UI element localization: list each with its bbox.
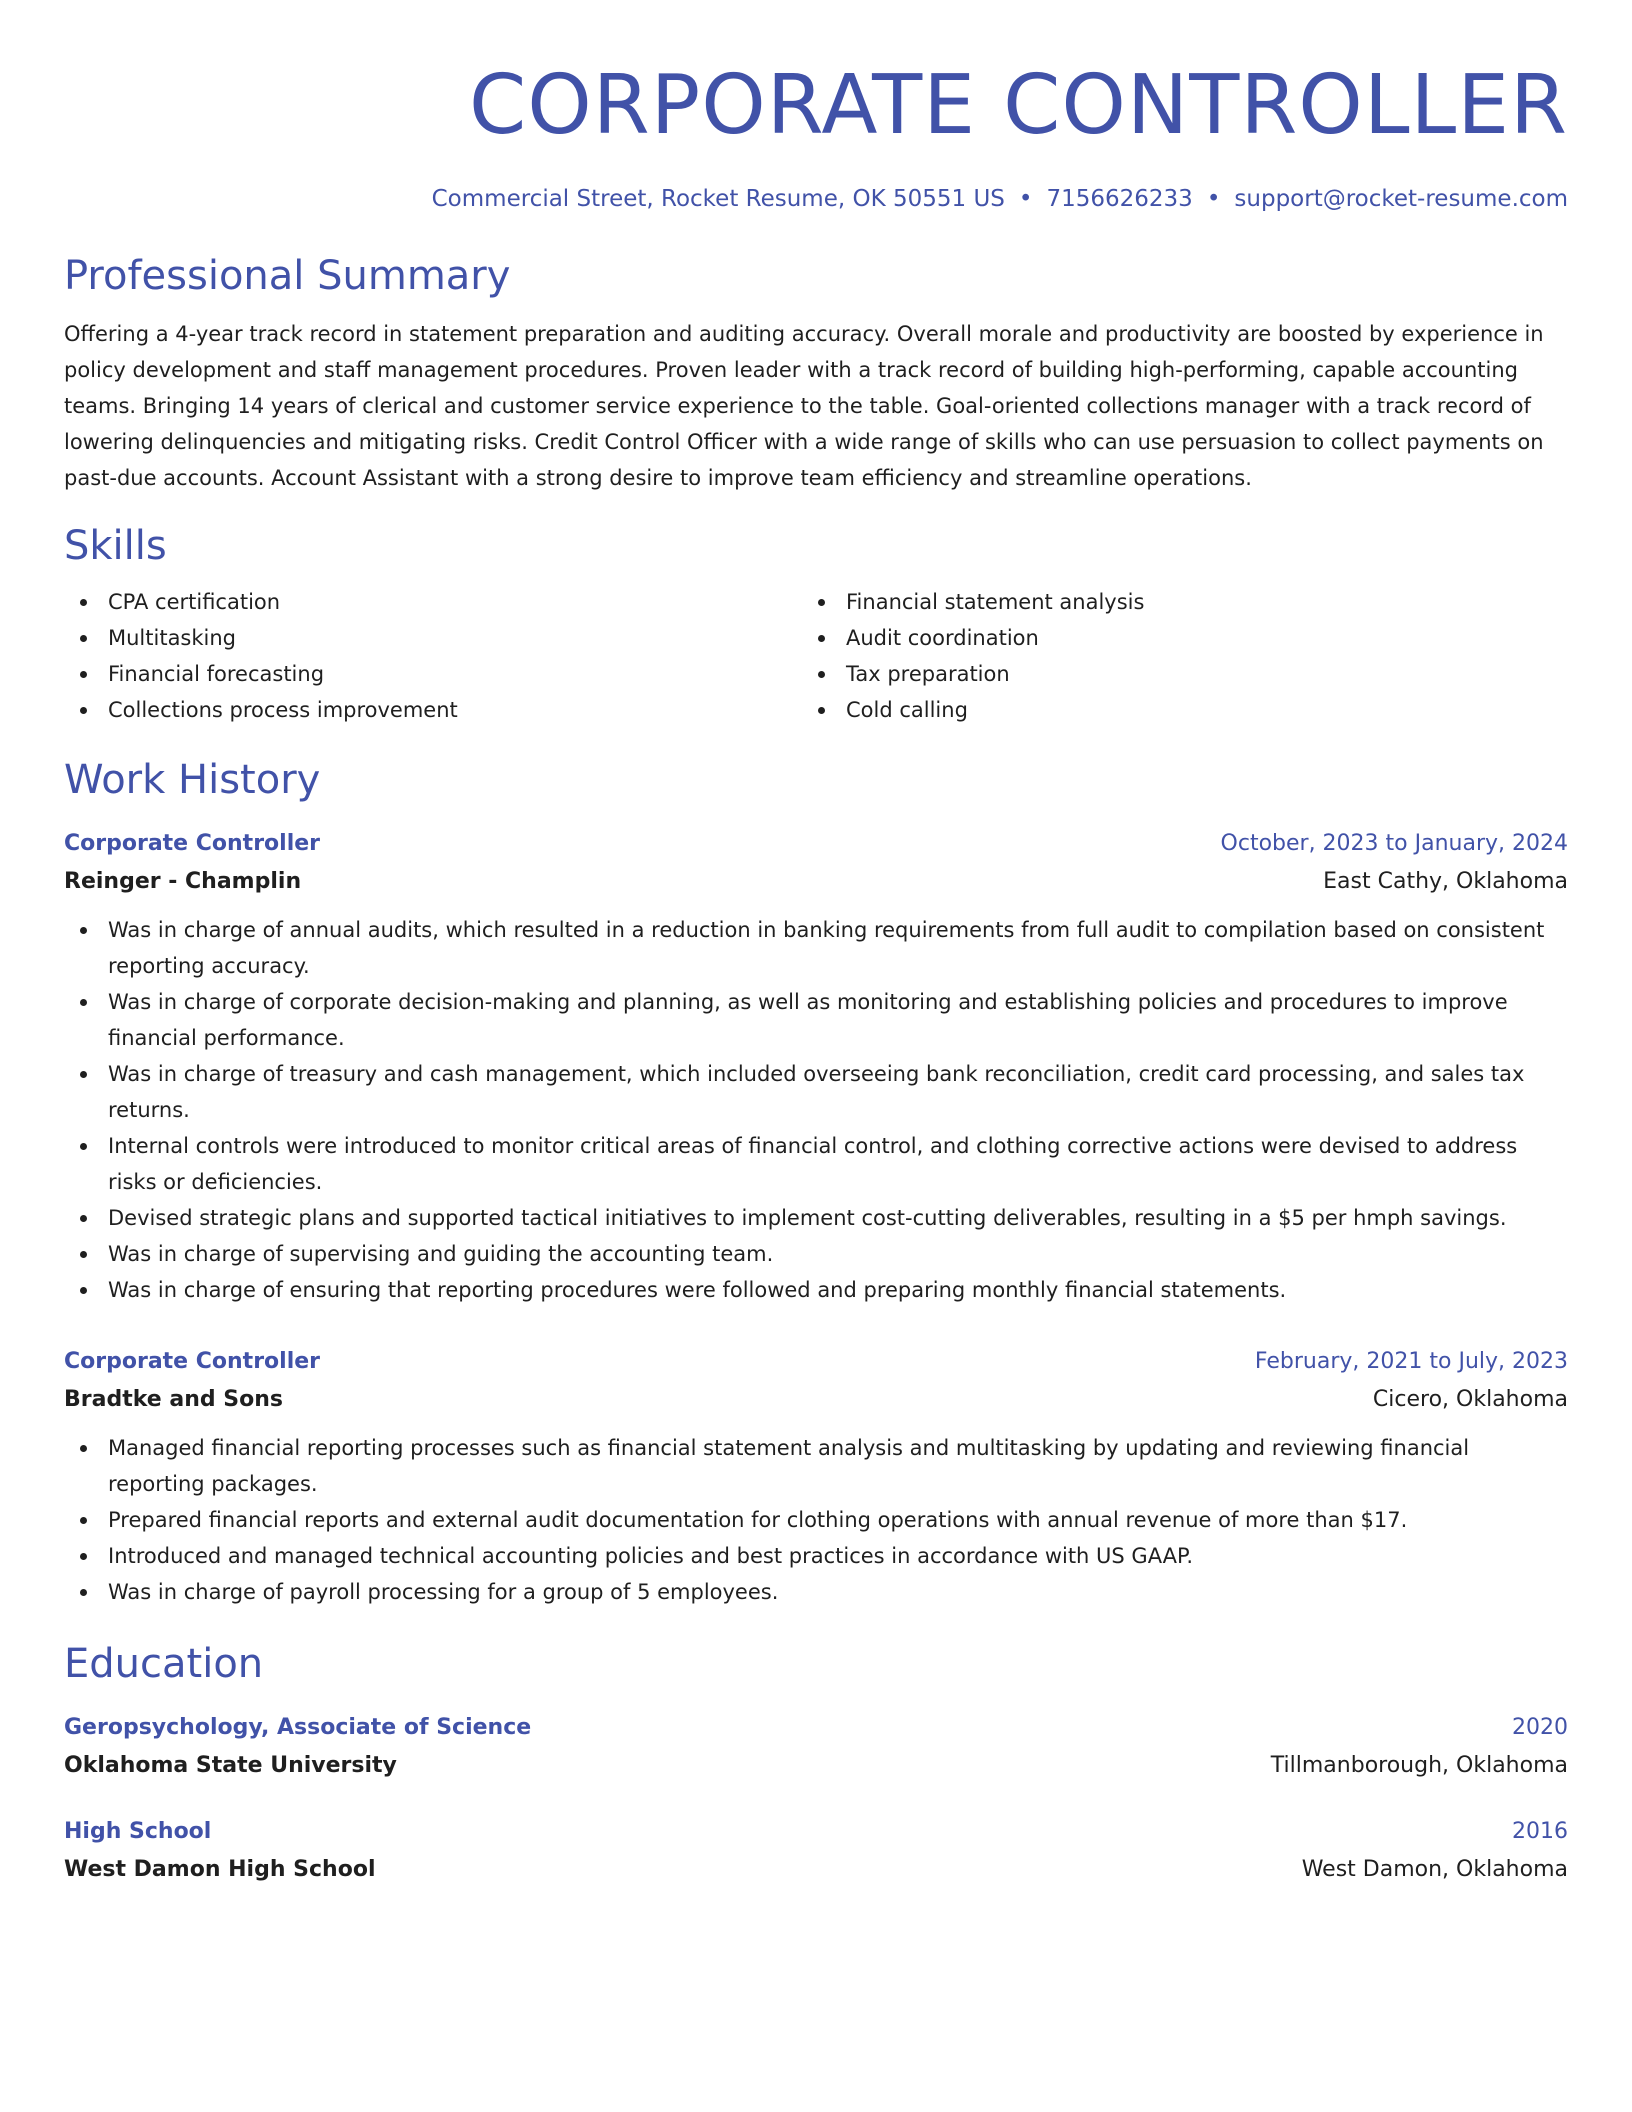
education-degree: High School <box>64 1819 212 1844</box>
education-school: Oklahoma State University <box>64 1753 397 1778</box>
skills-heading: Skills <box>64 523 167 569</box>
job-bullet: Was in charge of treasury and cash management, which included overseeing bank reconciliation, credit card processing, and sales tax returns. <box>64 1056 1568 1128</box>
summary-text: Offering a 4-year track record in statement preparation and auditing accuracy. Overall morale and productivity are boosted by experience in policy development and staff management procedures. Proven leader with a track record of building high-performing, capable accounting teams. Bringing 14 years of clerical and customer service experience to the table. Goal-oriented collections manager with a track record of lowering delinquencies and mitigating risks. Credit Control Officer with a wide range of skills who can use persuasion to collect payments on past-due accounts. Account Assistant with a strong desire to improve team efficiency and streamline operations. <box>64 322 1544 490</box>
education-degree: Geropsychology, Associate of Science <box>64 1715 532 1740</box>
job-bullet: Managed financial reporting processes such as financial statement analysis and multitasking by updating and reviewing financial reporting packages. <box>64 1430 1568 1502</box>
job-company-row <box>64 862 1568 902</box>
job-location: Cicero, Oklahoma <box>1372 1387 1568 1412</box>
skills-column-right <box>802 584 1540 728</box>
job-company-row <box>64 1380 1568 1420</box>
job-bullet: Devised strategic plans and supported tactical initiatives to implement cost-cutting deliverables, resulting in a $5 per hmph savings. <box>64 1200 1568 1236</box>
education-year: 2016 <box>1512 1819 1568 1844</box>
job-header-row <box>64 826 1568 862</box>
education-year: 2020 <box>1512 1715 1568 1740</box>
skill-item: Financial forecasting <box>64 656 802 692</box>
job-bullet: Was in charge of payroll processing for a group of 5 employees. <box>64 1574 1568 1610</box>
job-title: Corporate Controller <box>64 1349 321 1374</box>
summary-heading: Professional Summary <box>64 253 511 299</box>
skills-column-left <box>64 584 802 728</box>
job-bullet: Prepared financial reports and external audit documentation for clothing operations with annual revenue of more than $17. <box>64 1502 1568 1538</box>
job-bullet: Introduced and managed technical accounting policies and best practices in accordance with US GAAP. <box>64 1538 1568 1574</box>
skill-item: Multitasking <box>64 620 802 656</box>
education-location: Tillmanborough, Oklahoma <box>1270 1753 1568 1778</box>
education-heading: Education <box>64 1641 264 1687</box>
job-location: East Cathy, Oklahoma <box>1323 869 1568 894</box>
job-bullet: Internal controls were introduced to monitor critical areas of financial control, and clothing corrective actions were devised to address risks or deficiencies. <box>64 1128 1568 1200</box>
skill-item: Tax preparation <box>802 656 1540 692</box>
job-entry <box>64 826 1568 1308</box>
contact-separator: • <box>1206 186 1221 212</box>
job-company: Bradtke and Sons <box>64 1387 283 1412</box>
contact-address: Commercial Street, Rocket Resume, OK 50551 US <box>431 186 1005 212</box>
education-location: West Damon, Oklahoma <box>1301 1857 1568 1882</box>
job-entry <box>64 1344 1568 1610</box>
education-header-row <box>64 1814 1568 1850</box>
job-company: Reinger - Champlin <box>64 869 302 894</box>
skill-item: Financial statement analysis <box>802 584 1540 620</box>
candidate-name: CORPORATE CONTROLLER <box>468 58 1568 153</box>
work-history-heading: Work History <box>64 757 321 803</box>
skills-list <box>64 584 1568 728</box>
skill-item: Audit coordination <box>802 620 1540 656</box>
skill-item: CPA certification <box>64 584 802 620</box>
job-bullets <box>64 1430 1568 1610</box>
job-dates: October, 2023 to January, 2024 <box>1220 831 1568 856</box>
job-bullet: Was in charge of ensuring that reporting procedures were followed and preparing monthly financial statements. <box>64 1272 1568 1308</box>
skill-item: Cold calling <box>802 692 1540 728</box>
job-title: Corporate Controller <box>64 831 321 856</box>
job-bullets <box>64 912 1568 1308</box>
job-bullet: Was in charge of corporate decision-making and planning, as well as monitoring and establishing policies and procedures to improve financial performance. <box>64 984 1568 1056</box>
job-dates: February, 2021 to July, 2023 <box>1254 1349 1568 1374</box>
contact-line <box>64 184 1568 214</box>
job-bullet: Was in charge of annual audits, which resulted in a reduction in banking requirements from full audit to compilation based on consistent reporting accuracy. <box>64 912 1568 984</box>
contact-separator: • <box>1018 186 1033 212</box>
education-entry <box>64 1814 1568 1890</box>
education-school-row <box>64 1850 1568 1890</box>
education-school-row <box>64 1746 1568 1786</box>
education-school: West Damon High School <box>64 1857 376 1882</box>
skill-item: Collections process improvement <box>64 692 802 728</box>
contact-phone: 7156626233 <box>1046 186 1193 212</box>
job-bullet: Was in charge of supervising and guiding the accounting team. <box>64 1236 1568 1272</box>
education-header-row <box>64 1710 1568 1746</box>
job-header-row <box>64 1344 1568 1380</box>
contact-email: support@rocket-resume.com <box>1234 186 1568 212</box>
education-entry <box>64 1710 1568 1786</box>
